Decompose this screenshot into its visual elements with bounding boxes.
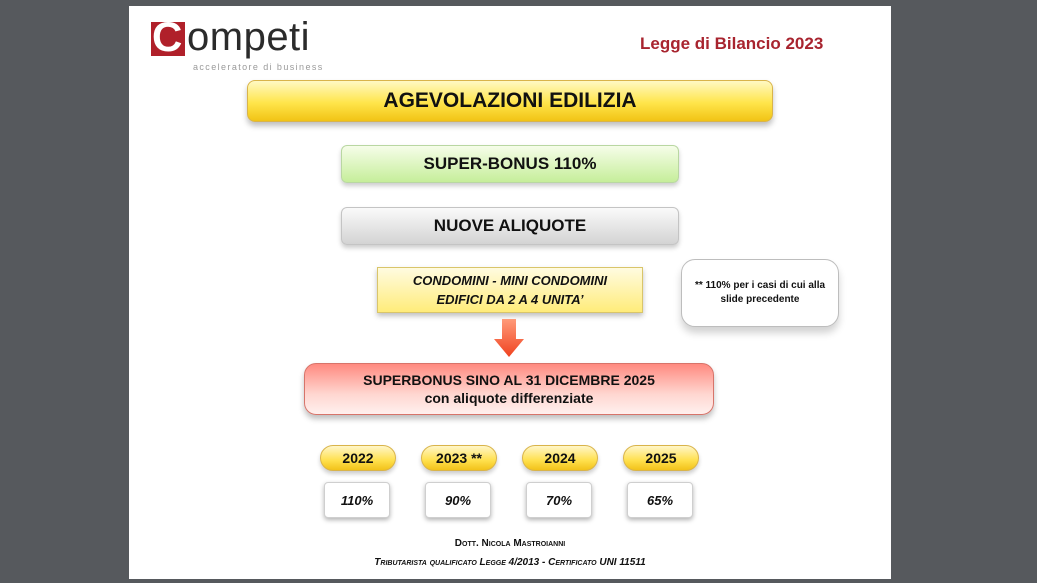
superbonus-box: SUPER-BONUS 110% xyxy=(341,145,679,183)
deadline-line-2: con aliquote differenziate xyxy=(424,390,594,406)
year-2024: 2024 xyxy=(522,445,598,471)
main-title: AGEVOLAZIONI EDILIZIA xyxy=(247,80,773,122)
note-line-1 xyxy=(695,279,825,293)
down-arrow-icon xyxy=(494,319,524,357)
superbonus-deadline-box xyxy=(304,363,714,415)
logo-initial: C xyxy=(152,13,183,60)
rate-2025: 65% xyxy=(627,482,693,518)
year-2022: 2022 xyxy=(320,445,396,471)
logo-name: ompeti xyxy=(187,15,311,59)
note-marker: ** xyxy=(694,280,703,291)
note-text-1: 110% per i casi di cui alla xyxy=(705,280,826,291)
slide xyxy=(129,6,891,579)
note-box xyxy=(681,259,839,327)
nuove-aliquote-box: NUOVE ALIQUOTE xyxy=(341,207,679,245)
condomini-line-2: EDIFICI DA 2 A 4 UNITA’ xyxy=(436,292,584,307)
rate-2023: 90% xyxy=(425,482,491,518)
header-title: Legge di Bilancio 2023 xyxy=(640,34,824,53)
condomini-box xyxy=(377,267,643,313)
deadline-line-1: SUPERBONUS SINO AL 31 DICEMBRE 2025 xyxy=(363,372,655,388)
footer-author: Dott. Nicola Mastroianni xyxy=(454,538,566,549)
condomini-line-1: CONDOMINI - MINI CONDOMINI xyxy=(412,273,608,288)
rate-2024: 70% xyxy=(526,482,592,518)
note-line-2: slide precedente xyxy=(720,294,800,305)
logo-tagline: acceleratore di business xyxy=(193,62,324,72)
year-2023: 2023 ** xyxy=(421,445,497,471)
footer-certification: Tributarista qualificato Legge 4/2013 - Certificato UNI 11511 xyxy=(374,557,646,568)
competi-logo xyxy=(151,13,331,78)
year-2025: 2025 xyxy=(623,445,699,471)
rate-2022: 110% xyxy=(324,482,390,518)
